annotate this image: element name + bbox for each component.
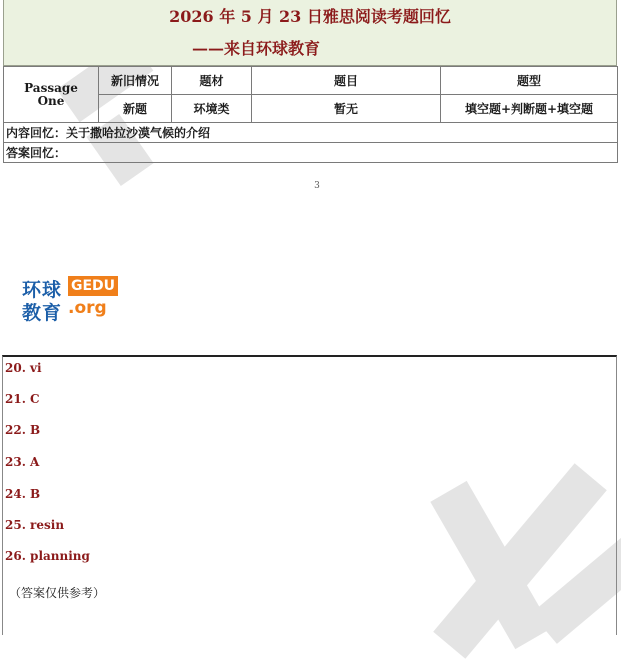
- title-box: [3, 0, 617, 66]
- logo-text-1: 环球: [22, 279, 63, 301]
- value-topic: 环境类: [172, 95, 252, 123]
- answer-item: 26. planning: [5, 549, 90, 563]
- logo-domain: .org: [68, 298, 107, 318]
- answer-item: 25. resin: [5, 518, 65, 532]
- answer-recall: 答案回忆：: [4, 143, 618, 163]
- answer-item: 22. B: [5, 423, 41, 437]
- answer-note: （答案仅供参考）: [9, 586, 106, 600]
- value-status: 新题: [99, 95, 172, 123]
- passage-label-1: Passage: [24, 80, 78, 95]
- answer-item: 24. B: [5, 487, 41, 501]
- content-recall: 内容回忆：关于撒哈拉沙漠气候的介绍: [4, 123, 618, 143]
- info-table: [3, 66, 618, 163]
- page-title: 2026 年 5 月 23 日雅思阅读考题回忆: [169, 7, 451, 26]
- answer-box: [2, 355, 617, 635]
- value-title: 暂无: [252, 95, 441, 123]
- page-subtitle: ——来自环球教育: [192, 39, 321, 58]
- logo-text-2: 教育: [22, 302, 63, 324]
- header-status: 新旧情况: [99, 67, 172, 95]
- answer-item: 21. C: [5, 392, 40, 406]
- passage-cell: [4, 67, 99, 123]
- answer-item: 23. A: [5, 455, 40, 469]
- gedu-logo: [22, 274, 132, 322]
- logo-badge: GEDU: [68, 276, 118, 296]
- value-type: 填空题+判断题+填空题: [441, 95, 618, 123]
- answer-item: 20. vi: [5, 361, 42, 375]
- header-title: 题目: [252, 67, 441, 95]
- header-type: 题型: [441, 67, 618, 95]
- page-number: 3: [314, 181, 320, 191]
- passage-label-2: One: [37, 93, 65, 108]
- header-topic: 题材: [172, 67, 252, 95]
